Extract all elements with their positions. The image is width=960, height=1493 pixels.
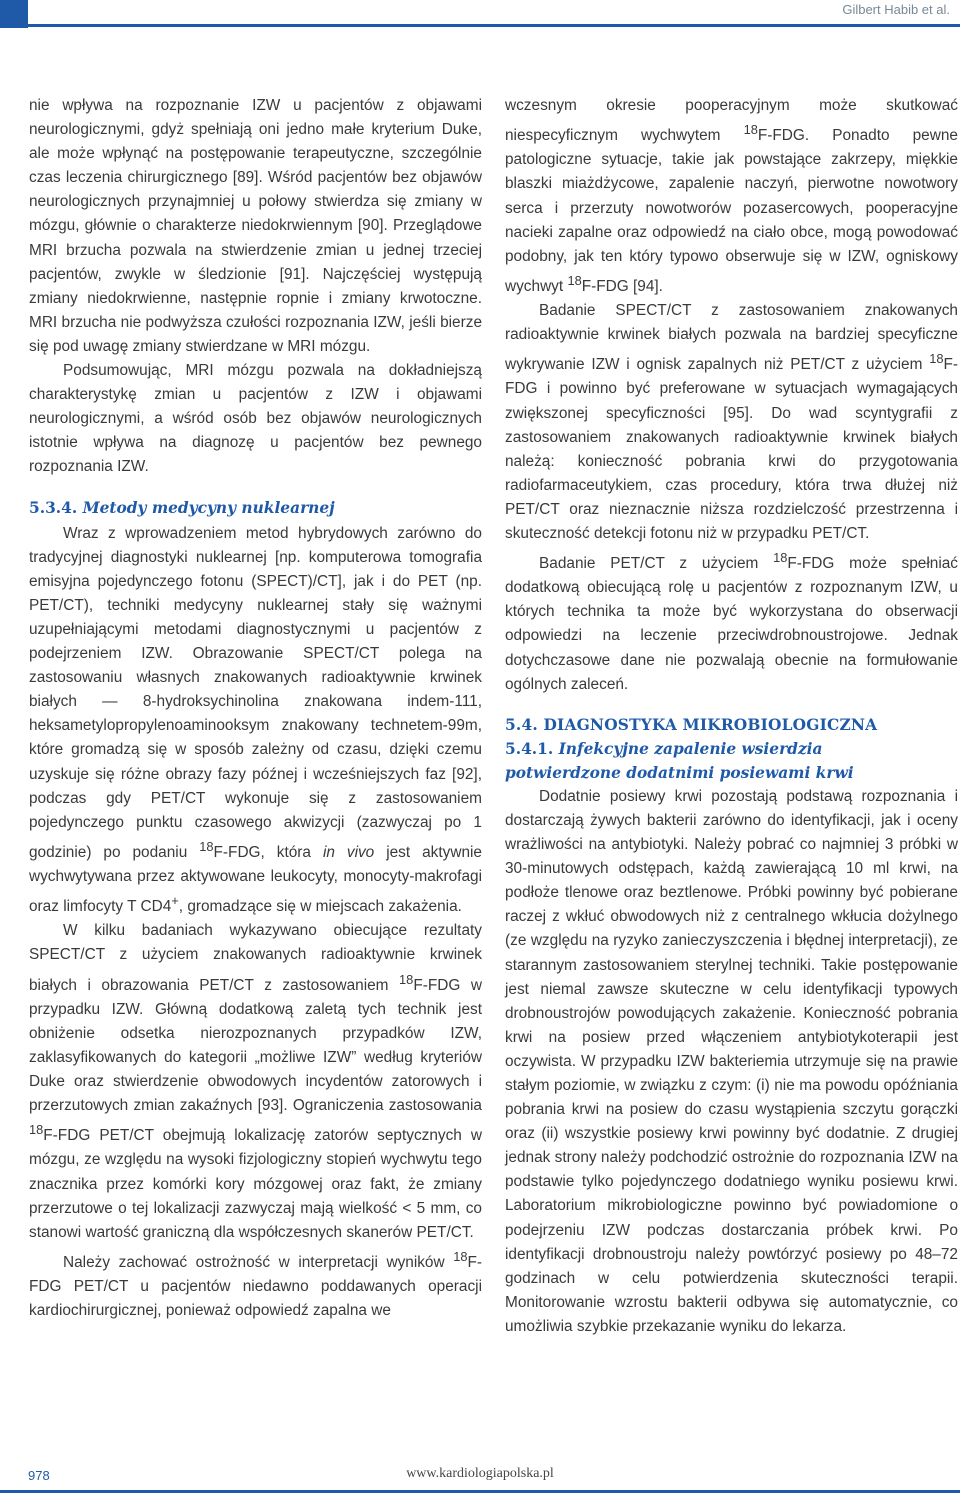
section-heading-5-4-1 xyxy=(505,737,958,785)
header-accent-square xyxy=(0,0,28,28)
heading-number: 5.3.4. xyxy=(29,498,78,517)
paragraph: Podsumowując, MRI mózgu pozwala na dokładniejszą charakterystykę zmian u pacjentów z IZW i objawami neurologicznymi, a wśród osób bez objawów neurologicznych istotnie wpływa na diagnozę u pacjentów bez pewnego rozpoznania IZW. xyxy=(29,362,482,476)
paragraph: W kilku badaniach wykazywano obiecujące rezultaty SPECT/CT z użyciem znakowanych radioaktywnie krwinek białych i obrazowania PET/CT z zastosowaniem $^{18}$F-FDG w przypadku IZW. Główną dodatkową zaletą tych technik jest obniżenie odsetka nierozpoznanych przypadków IZW, zaklasyfikowanych do kategorii „możliwe IZW” według kryteriów Duke oraz stwierdzenie obwodowych incydentów zatorowych i przerzutowych zmian zakaźnych [93]. Ograniczenia zastosowania $^{18}$F-FDG PET/CT obejmują lokalizację zatorów septycznych w mózgu, ze względu na wysoki fizjologiczny stopień wychwytu tego znacznika przez komórki kory mózgowej oraz fakt, że zmiany przerzutowe o tej lokalizacji zazwyczaj mają wielkość < 5 mm, co stanowi wartość graniczną dla współczesnych skanerów PET/CT. xyxy=(29,922,482,1241)
heading-title: Metody medycyny nuklearnej xyxy=(82,498,335,517)
right-column xyxy=(505,94,958,1339)
heading-title-line-2: potwierdzone dodatnimi posiewami krwi xyxy=(505,763,854,782)
section-heading-5-4: 5.4. DIAGNOSTYKA MIKROBIOLOGICZNA xyxy=(505,715,878,734)
paragraph: nie wpływa na rozpoznanie IZW u pacjentów z objawami neurologicznymi, gdyż spełniają oni jedno małe kryterium Duke, ale może wpłynąć na postępowanie terapeutyczne, szczególnie czas leczenia chirurgicznego [89]. Wśród pacjentów bez objawów neurologicznych przynajmniej u połowy stwierdza się zmiany w mózgu, głównie o charakterze niedokrwiennym [90]. Przeglądowe MRI brzucha pozwala na stwierdzenie zmian u jednej trzeciej pacjentów, zwykle w śledzionie [91]. Najczęściej występują zmiany niedokrwienne, następnie ropnie i zmiany krwotoczne. MRI brzucha nie podwyższa czułości rozpoznania IZW, jeśli bierze się pod uwagę zmiany stwierdzane w MRI mózgu. xyxy=(29,97,482,355)
page-number: 978 xyxy=(28,1468,50,1483)
section-heading-5-3-4 xyxy=(29,496,482,520)
paragraph: Wraz z wprowadzeniem metod hybrydowych zarówno do tradycyjnej diagnostyki nuklearnej [np. komputerowa tomografia emisyjna pojedynczego fotonu (SPECT)/CT], jak i do PET (np. PET/CT), techniki medycyny nuklearnej stały się ważnymi uzupełniającymi metodami diagnostycznymi u pacjentów z podejrzeniem IZW. Obrazowanie SPECT/CT polega na zastosowaniu własnych znakowanych radioaktywnie krwinek białych — 8-hydroksychinolina znakowana indem-111, heksametylopropylenoaminooksym znakowany technetem-99m, które gromadzą się w sposób zależny od czasu, dzięki czemu uzyskuje się różne obrazy fazy późnej i wcześniejszych faz [92], podczas gdy PET/CT wykonuje się z zastosowaniem pojedynczego punktu czasowego akwizycji (zazwyczaj po 1 godzinie) po podaniu $^{18}$F-FDG, która in vivo jest aktywnie wychwytywana przez aktywowane leukocyty, monocyty-makrofagi oraz limfocyty T CD4+, gromadzące się w miejscach zakażenia. xyxy=(29,524,482,916)
heading-number: 5.4.1. xyxy=(505,739,554,758)
paragraph: Należy zachować ostrożność w interpretacji wyników $^{18}$F-FDG PET/CT u pacjentów niedawno poddawanych operacji kardiochirurgicznej, ponieważ odpowiedź zapalna we xyxy=(29,1248,482,1320)
heading-title-line-1: Infekcyjne zapalenie wsierdzia xyxy=(558,739,823,758)
running-head: Gilbert Habib et al. xyxy=(842,2,950,17)
paragraph: Badanie PET/CT z użyciem $^{18}$F-FDG może spełniać dodatkową obiecującą rolę u pacjentów z rozpoznanym IZW, u których technika ta może być wykorzystana do obserwacji odpowiedzi na leczenie przeciwdrobnoustrojowe. Jednak dotychczasowe dane nie pozwalają obecnie na formułowanie ogólnych zaleceń. xyxy=(505,550,958,693)
paragraph: Badanie SPECT/CT z zastosowaniem znakowanych radioaktywnie krwinek białych pozwala na bardziej specyficzne wykrywanie IZW i ognisk zapalnych niż PET/CT z użyciem $^{18}$F-FDG i powinno być preferowane w sytuacjach wymagających zwiększonej specyficzności [95]. Do wad scyntygrafii z zastosowaniem znakowanych radioaktywnie krwinek białych należą: konieczność pobrania krwi do przygotowania radiofarmaceutykiem, czas procedury, która trwa dłużej niż PET/CT oraz nieznacznie niższa rozdzielczość przestrzenna i skuteczność detekcji fotonu niż w przypadku PET/CT. xyxy=(505,302,958,542)
left-column xyxy=(29,94,482,1323)
header-rule xyxy=(28,24,960,27)
paragraph: Dodatnie posiewy krwi pozostają podstawą rozpoznania i dostarczają żywych bakterii zarówno do identyfikacji, jak i oceny wrażliwości na antybiotyki. Należy pobrać co najmniej 3 próbki w 30-minutowych odstępach, każdą zawierającą 10 ml krwi, na podłoże tlenowe oraz beztlenowe. Próbki powinny być pobierane raczej z wkłuć obwodowych niż z centralnego wkłucia dożylnego (ze względu na ryzyko zanieczyszczenia i błędnej interpretacji), ze starannym zastosowaniem sterylnej techniki. Takie postępowanie jest niemal zawsze skuteczne w celu identyfikacji typowych drobnoustrojów powodujących zakażenie. Konieczność pobrania krwi na posiew przed włączeniem antybiotykoterapii jest oczywista. W przypadku IZW bakteriemia utrzymuje się na prawie stałym poziomie, w związku z czym: (i) nie ma powodu opóźniania pobrania krwi na posiew do czasu wystąpienia szczytu gorączki oraz (ii) wszystkie posiewy krwi powinny być dodatnie. Z drugiej jednak strony należy podchodzić ostrożnie do rozpoznania IZW na podstawie tylko pojedynczego dodatniego wyniku posiewu krwi. Laboratorium mikrobiologiczne powinno być powiadomione o podejrzeniu IZW podczas dostarczania próbek krwi. Po identyfikacji drobnoustroju należy powtórzyć posiewy po 48–72 godzinach w celu potwierdzenia skuteczności terapii. Monitorowanie wzrostu bakterii odbywa się automatycznie, co umożliwia szybkie przekazanie wyniku do lekarza. xyxy=(505,787,958,1335)
journal-url: www.kardiologiapolska.pl xyxy=(406,1466,554,1481)
paragraph: wczesnym okresie pooperacyjnym może skutkować niespecyficznym wychwytem $^{18}$F-FDG. Ponadto pewne patologiczne sytuacje, takie jak powstające zakrzepy, miękkie blaszki miażdżycowe, zapalenie naczyń, pierwotne nowotwory serca i przerzuty nowotworów pozasercowych, pooperacyjne nacieki zapalne oraz odpowiedź na ciało obce, mogą powodować podobny, jak ten który typowo obserwuje się w IZW, ogniskowy wychwyt $^{18}$F-FDG [94]. xyxy=(505,97,958,295)
